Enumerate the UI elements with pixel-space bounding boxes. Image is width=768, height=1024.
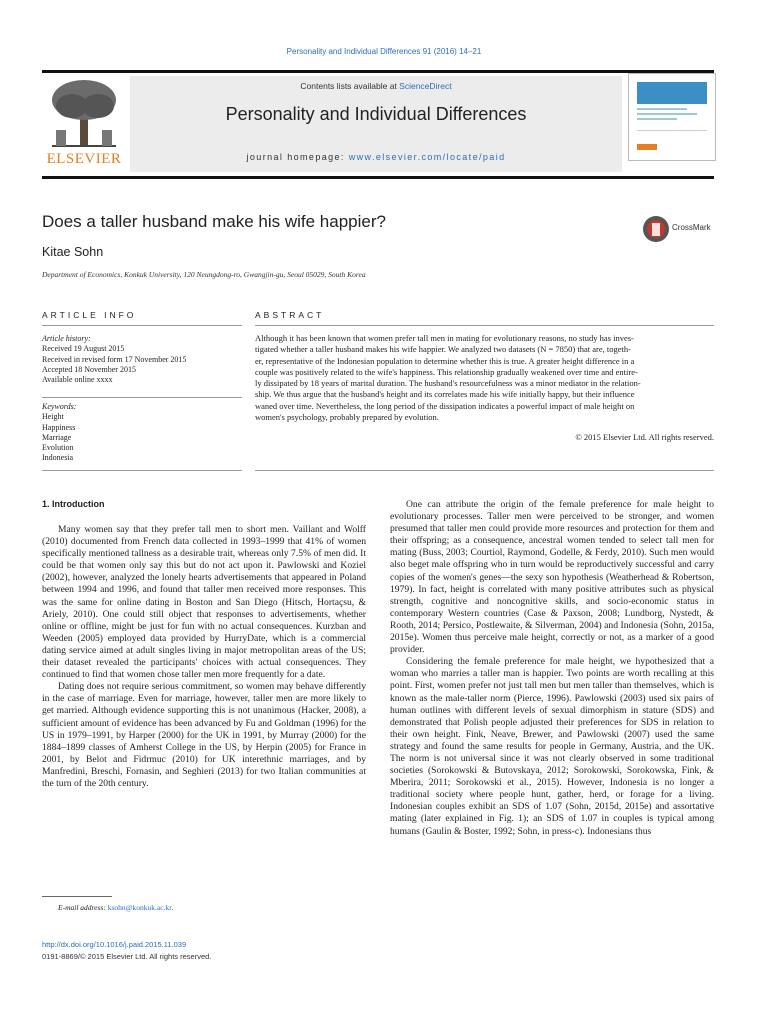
abstract-line: tigated whether a taller husband makes his wife happier. We analyzed two datasets (N = 7850) that are, togeth- bbox=[255, 344, 631, 355]
body-paragraph: Dating does not require serious commitment, so women may behave differently in the case of marriage. Even for marriage, however, taller men are more likely to get married. Although evidence supporting this is not unanimous (Hacker, 2008), a sufficient amount of evidence has been advanced by Fu and Goldman (1996) for the US in 1979–1991, by Harper (2000) for the UK in 1991, by Murray (2000) for the 1884–1899 classes of Amherst College in the US, by Herpin (2005) for France in 2001, by Belot and Fidrmuc (2010) for UK interethnic marriages, and by Manfredini, Breschi, Fornasin, and Seghieri (2013) for two Italian communities at the turn of the 20th century. bbox=[42, 681, 366, 789]
abstract-text bbox=[255, 333, 714, 423]
keyword-item[interactable]: Evolution bbox=[42, 443, 74, 453]
keyword-item[interactable]: Height bbox=[42, 412, 64, 422]
abstract-line: ly dissipated by 18 years of marital duration. The husband's resourcefulness was a minor mediator in the relation- bbox=[255, 378, 641, 389]
email-end: . bbox=[171, 903, 174, 912]
abstract-line: Although it has been known that women prefer tall men in mating for evolutionary reasons, no study has inves- bbox=[255, 333, 634, 343]
abstract-line: waned over time. Nevertheless, the long period of the dissipation indicates a powerful impact of male height on bbox=[255, 400, 635, 411]
article-info-rule bbox=[42, 325, 242, 326]
keywords-rule bbox=[42, 397, 242, 398]
journal-homepage-line bbox=[130, 152, 622, 162]
author-affiliation: Department of Economics, Konkuk University, 120 Neungdong-ro, Gwangjin-gu, Seoul 05029, South Korea bbox=[42, 270, 366, 279]
journal-reference-link[interactable]: Personality and Individual Differences 91 (2016) 14–21 bbox=[286, 47, 482, 56]
crossmark-badge[interactable] bbox=[642, 214, 714, 244]
section-heading-introduction: 1. Introduction bbox=[42, 499, 105, 509]
header-top-rule bbox=[42, 70, 714, 73]
body-paragraph: One can attribute the origin of the female preference for male height to evolutionary processes. Taller men were perceived to be stronger, and women presumed that taller men could provide more resources and protection for them and their offspring; as a consequence, ancestral women tended to select tall men for mating (Buss, 2003; Courtiol, Raymond, Godelle, & Ferdy, 2010). Such men would also beget male offspring who in turn would be reproductively successful and carry copies of the women's genes—the sexy son hypothesis (Weatherhead & Robertson, 1979). In fact, height is correlated with many positive attributes such as physical strength, cognitive and noncognitive skills, and socio-economic status in contemporary Western countries (Case & Paxson, 2008; Lundborg, Nystedt, & Rooth, 2014; Persico, Postlewaite, & Silverman, 2004) and Indonesia (Sohn, 2015a, 2015e). Women thus perceive male height, correctly or not, as a marker of a good provider. bbox=[390, 499, 714, 656]
abstract-line: er, representative of the Indonesian population to determine whether this is true. A greater height difference in a bbox=[255, 355, 635, 366]
history-online: Available online xxxx bbox=[42, 375, 113, 385]
keywords-label: Keywords: bbox=[42, 402, 77, 411]
header-bottom-rule bbox=[42, 176, 714, 179]
footnote-rule bbox=[42, 896, 112, 897]
contents-prefix: Contents lists available at bbox=[300, 81, 400, 91]
issn-copyright: 0191-8869/© 2015 Elsevier Ltd. All rights reserved. bbox=[42, 952, 212, 961]
homepage-prefix: journal homepage: bbox=[246, 152, 349, 162]
keyword-item[interactable]: Indonesia bbox=[42, 453, 74, 463]
abstract-line: ship. We thus argue that the husband's height and its correlates made his wife initially happy, but their influence bbox=[255, 389, 635, 400]
author-name[interactable]: Kitae Sohn bbox=[42, 245, 104, 259]
abstract-line: couple was positively related to the wife's happiness. This relationship gradually weakened over time and entire- bbox=[255, 366, 638, 377]
article-history bbox=[42, 334, 242, 385]
abstract-heading: ABSTRACT bbox=[255, 310, 325, 320]
history-accepted: Accepted 18 November 2015 bbox=[42, 364, 136, 374]
sciencedirect-link[interactable]: ScienceDirect bbox=[399, 81, 452, 91]
history-received: Received 19 August 2015 bbox=[42, 344, 125, 354]
contents-line bbox=[130, 81, 622, 91]
keyword-item[interactable]: Happiness bbox=[42, 422, 76, 432]
keywords-list bbox=[42, 402, 242, 464]
elsevier-wordmark: ELSEVIER bbox=[46, 151, 122, 167]
author-email-link[interactable]: ksohn@konkuk.ac.kr bbox=[107, 903, 172, 912]
journal-cover-thumbnail[interactable] bbox=[628, 73, 716, 161]
footnote-email bbox=[58, 903, 174, 912]
history-revised: Received in revised form 17 November 2015 bbox=[42, 354, 187, 364]
article-info-heading: ARTICLE INFO bbox=[42, 310, 137, 320]
body-paragraph: Many women say that they prefer tall men to short men. Vaillant and Wolff (2010) documented from French data collected in 1993–1999 that 41% of women specifically mentioned tallness as a desirable trait, whereas only 7.5% of men did. It could be that women only say this but do not act upon it. Pawlowski and Koziel (2002), however, analyzed the lonely hearts advertisements that appeared in Poland between 1994 and 1996, and found that taller men received more responses. This was the same for online dating in Boston and San Diego (Hitsch, Hortaçsu, & Ariely, 2010). One could still object that responses to advertisements, whether online or offline, might be just for fun with no actual consequences. Kurzban and Weeden (2005) employed data provided by HurryDate, which is a commercial dating service aimed at adult singles living in major metropolitan areas of the US; their dataset revealed the participants' choices with actual consequences. They continued to find that women chose taller men more frequently for a date. bbox=[42, 524, 366, 681]
abstract-rule bbox=[255, 325, 714, 326]
article-info-end-rule bbox=[42, 470, 242, 471]
crossmark-icon bbox=[642, 214, 670, 244]
crossmark-label: CrossMark bbox=[672, 223, 711, 232]
keyword-item[interactable]: Marriage bbox=[42, 432, 72, 442]
body-left-column bbox=[42, 524, 366, 790]
article-title: Does a taller husband make his wife happier? bbox=[42, 212, 386, 231]
history-label: Article history: bbox=[42, 334, 91, 343]
doi-link[interactable]: http://dx.doi.org/10.1016/j.paid.2015.11.039 bbox=[42, 940, 187, 949]
journal-homepage-link[interactable]: www.elsevier.com/locate/paid bbox=[348, 152, 506, 162]
journal-title: Personality and Individual Differences bbox=[225, 104, 527, 124]
body-right-column bbox=[390, 499, 714, 838]
body-paragraph: Considering the female preference for male height, we hypothesized that a woman who marries a taller man is happier. Two points are worth recalling at this point. First, women prefer not just tall men but men taller than themselves, which is known as the male-taller norm (Pierce, 1996). Pawlowski (2003) used six pairs of human outlines with different levels of sexual dimorphism in stature (SDS) and demonstrated that Polish people adjusted their preferences for SDS in relation to their own height. Fink, Neave, Brewer, and Pawlowski (2007) used the same strategy and found the same results for people in Germany, Austria, and the UK. The norm is not universal since it was not clearly observed in some traditional societies (Sorokowski & Butovskaya, 2012; Sorokowski, Sorokowska, Fink, & Mberira, 2011; Sorokowski et al., 2015). However, Indonesia is no longer a traditional society where people hunt, gather, herd, or forage for a living. Indonesian couples exhibit an SDS of 1.07 (Sohn, 2015d, 2015e) and assortative mating (later explained in Fig. 1); an SDS of 1.07 in couples is typical among humans (Gaulin & Boster, 1992; Sohn, in press-c). Indonesians thus bbox=[390, 656, 714, 837]
abstract-copyright: © 2015 Elsevier Ltd. All rights reserved. bbox=[575, 432, 714, 442]
journal-header-box bbox=[130, 76, 622, 172]
abstract-end-rule bbox=[255, 470, 714, 471]
email-label: E-mail address: bbox=[58, 903, 108, 912]
abstract-line: women's psychology, probably prepared by evolution. bbox=[255, 412, 439, 423]
